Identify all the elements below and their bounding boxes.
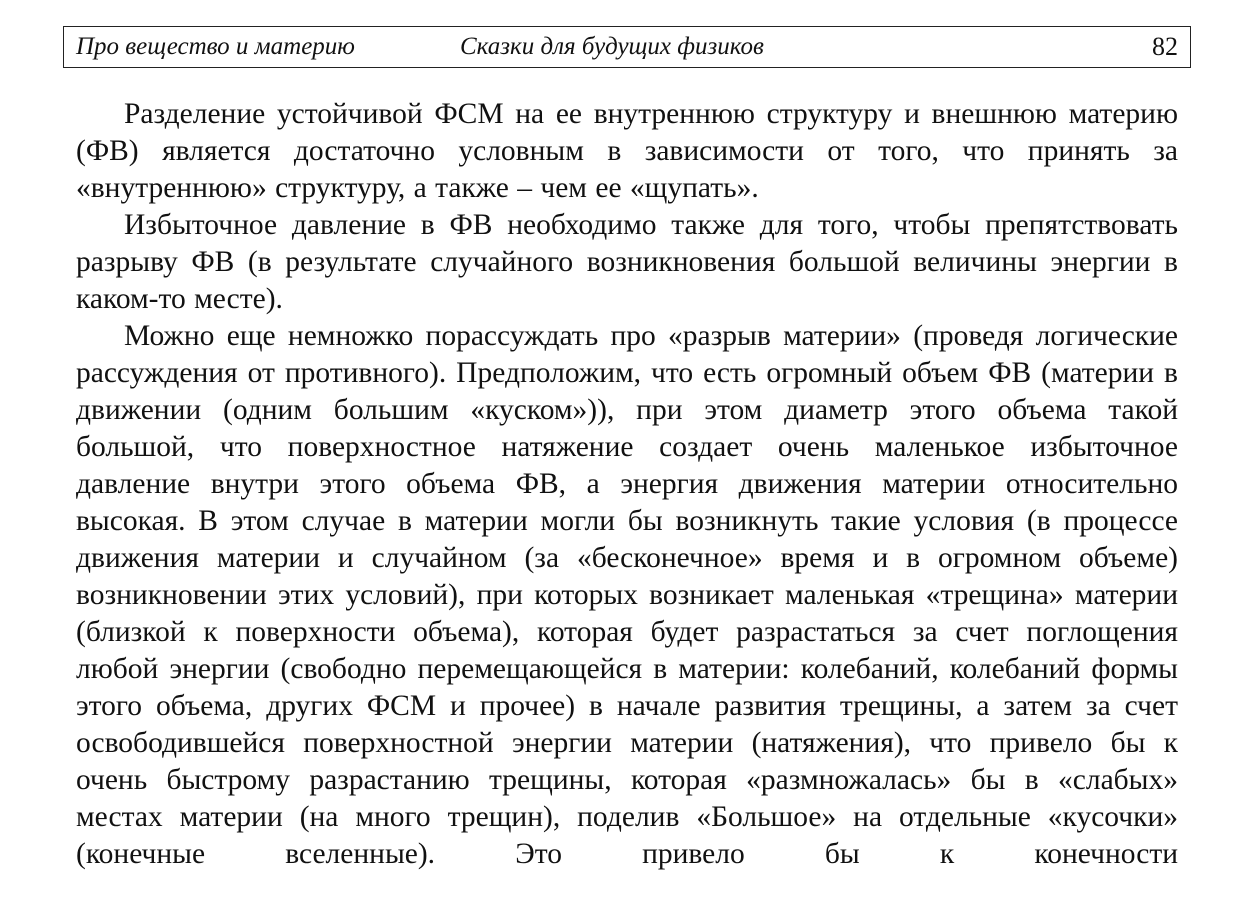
- body-text: [76, 96, 1178, 873]
- paragraph-2: Избыточное давление в ФВ необходимо также для того, чтобы препятствовать разрыву ФВ (в результате случайного возникновения большой величины энергии в каком-то месте).: [76, 209, 1178, 315]
- header-book-section: Про вещество и материю: [76, 33, 355, 60]
- running-header: [63, 26, 1191, 68]
- header-book-title: Сказки для будущих физиков: [460, 33, 764, 60]
- paragraph-3: Можно еще немножко порассуждать про «разрыв материи» (проведя логические рассуждения от противного). Предположим, что есть огромный объем ФВ (материи в движении (одним большим «куском»)), при этом диаметр этого объема такой большой, что поверхностное натяжение создает очень маленькое избыточное давление внутри этого объема ФВ, а энергия движения материи относительно высокая. В этом случае в материи могли бы возникнуть такие условия (в процессе движения материи и случайном (за «бесконечное» время и в огромном объеме) возникновении этих условий), при которых возникает маленькая «трещина» материи (близкой к поверхности объема), которая будет разрастаться за счет поглощения любой энергии (свободно перемещающейся в материи: колебаний, колебаний формы этого объема, других ФСМ и прочее) в начале развития трещины, а затем за счет освободившейся поверхностной энергии материи (натяжения), что привело бы к очень быстрому разрастанию трещины, которая «размножалась» бы в «слабых» местах материи (на много трещин), поделив «Большое» на отдельные «кусочки» (конечные вселенные). Это привело бы к конечности: [76, 320, 1178, 870]
- paragraph-1: Разделение устойчивой ФСМ на ее внутреннюю структуру и внешнюю материю (ФВ) является достаточно условным в зависимости от того, что принять за «внутреннюю» структуру, а также – чем ее «щупать».: [76, 98, 1178, 204]
- page-number: 82: [1152, 32, 1178, 61]
